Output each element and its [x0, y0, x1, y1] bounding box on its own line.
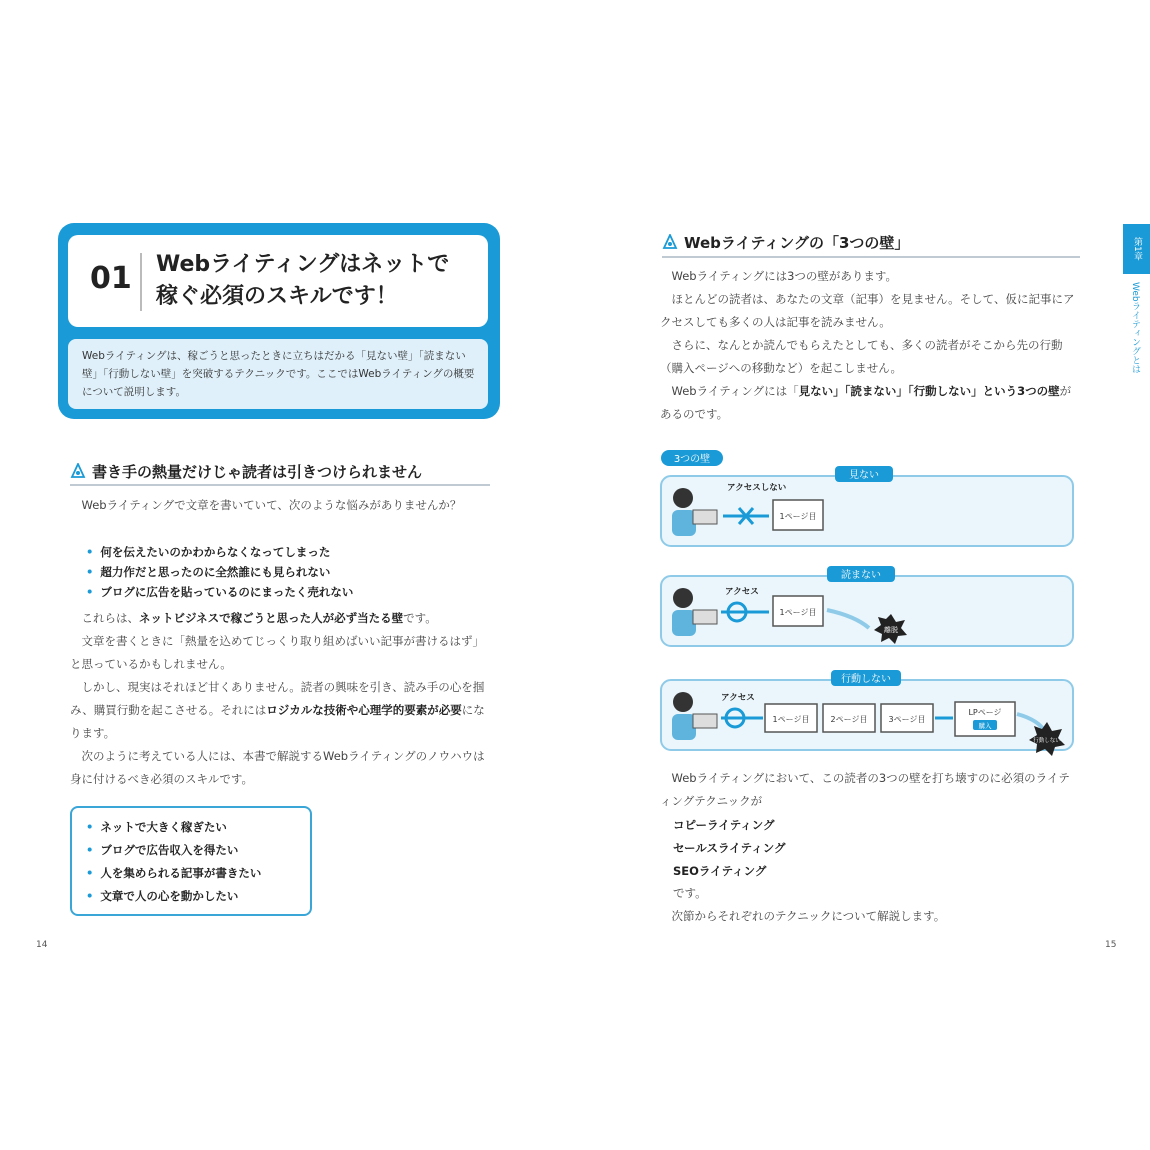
- goal-item: • ネットで大きく稼ぎたい: [86, 816, 310, 839]
- goal-item: • 文章で人の心を動かしたい: [86, 885, 310, 908]
- right-paragraph-6: です。: [673, 886, 707, 900]
- right-paragraph-5: Webライティングにおいて、この読者の3つの壁を打ち壊すのに必須のライティングテクニックが: [660, 771, 1070, 808]
- right-paragraph-4: [660, 380, 1080, 426]
- row1-panel: [661, 476, 1073, 546]
- goals-list: [72, 808, 310, 908]
- chapter-title-card: [68, 235, 488, 327]
- goal-item: • ブログで広告収入を得たい: [86, 839, 310, 862]
- section-heading-text: Webライティングの「3つの壁」: [684, 234, 910, 252]
- intro-paragraph: Webライティングで文章を書いていて、次のような悩みがありませんか？: [81, 498, 462, 512]
- diagram-label: 3つの壁: [673, 454, 711, 465]
- row2-result-label: 離脱: [884, 626, 898, 634]
- worry-list: [86, 542, 353, 602]
- row2-access-label: アクセス: [725, 587, 759, 597]
- section-underline: [662, 256, 1080, 258]
- section-underline: [70, 484, 490, 486]
- lp-page-label: LPページ: [968, 708, 1002, 717]
- p4-suffix: があるのです。: [660, 384, 1072, 421]
- right-page: [575, 0, 1150, 1150]
- lp-buy-label: 購入: [978, 722, 992, 730]
- right-paragraph-1: Webライティングには3つの壁があります。: [671, 269, 897, 283]
- right-paragraph-2: ほとんどの読者は、あなたの文章（記事）を見ません。そして、仮に記事にアクセスしても多くの人は記事を読みません。: [660, 292, 1075, 329]
- row1-tag: 見ない: [849, 470, 879, 481]
- body-paragraph-4: 次のように考えている人には、本書で解説するWebライティングのノウハウは身に付けるべき必須のスキルです。: [70, 749, 485, 786]
- goals-box: [70, 806, 312, 916]
- right-paragraph-3: さらに、なんとか読んでもらえたとしても、多くの読者がそこから先の行動（購入ページへの移動など）を起こしません。: [660, 338, 1063, 375]
- technique-item: SEOライティング: [673, 864, 767, 878]
- p1-prefix: これらは、: [81, 611, 139, 625]
- three-walls-diagram: [655, 448, 1085, 768]
- lamp-icon: [662, 234, 678, 250]
- chapter-title-line2: 稼ぐ必須のスキルです！: [156, 284, 398, 309]
- technique-item: コピーライティング: [673, 818, 775, 832]
- body-paragraph-2: 文章を書くときに「熱量を込めてじっくり取り組めばいい記事が書けるはず」と思っているかもしれません。: [70, 634, 484, 671]
- chapter-title: [156, 249, 449, 313]
- chapter-lead-card: [68, 339, 488, 409]
- p4-bold: 見ない」「読まない」「行動しない」という3つの壁: [798, 384, 1060, 398]
- chapter-header-box: [58, 223, 500, 419]
- body-paragraph-3: [70, 676, 490, 745]
- row2-tag: 読まない: [841, 570, 881, 581]
- section-heading-text: 書き手の熱量だけじゃ読者は引きつけられません: [92, 463, 423, 481]
- p1-suffix: です。: [403, 611, 437, 625]
- section-heading: [70, 461, 422, 482]
- row3-page1-label: 1ページ目: [772, 715, 810, 724]
- body-paragraph-1: [70, 607, 490, 630]
- lamp-icon: [70, 463, 86, 479]
- p1-bold: ネットビジネスで稼ごうと思った人が必ず当たる壁: [139, 611, 404, 625]
- chapter-lead: Webライティングは、稼ごうと思ったときに立ちはだかる「見ない壁」「読まない壁」「行動しない壁」を突破するテクニックです。ここではWebライティングの概要について説明します。: [82, 350, 475, 398]
- row3-page3-label: 3ページ目: [888, 715, 926, 724]
- technique-item: セールスライティング: [673, 841, 786, 855]
- chapter-number: 01: [90, 261, 132, 296]
- right-paragraph-7: 次節からそれぞれのテクニックについて解説します。: [671, 909, 946, 923]
- p3-prefix: しかし、現実はそれほど甘くありません。読者の興味を引き、読み手の心を掴み、購買行動を起こさせる。それには: [70, 680, 485, 717]
- row3-tag: 行動しない: [841, 674, 891, 685]
- row3-page2-label: 2ページ目: [830, 715, 868, 724]
- row2-page-label: 1ページ目: [779, 608, 817, 617]
- chapter-side-tab: 第1章: [1123, 224, 1150, 274]
- row1-page-label: 1ページ目: [779, 512, 817, 521]
- row3-access-label: アクセス: [721, 693, 755, 703]
- row1-access-label: アクセスしない: [727, 483, 787, 493]
- worry-item: • 超力作だと思ったのに全然誰にも見られない: [86, 562, 353, 582]
- technique-list: [673, 814, 785, 883]
- chapter-title-line1: Webライティングはネットで: [156, 252, 450, 277]
- chapter-divider: [140, 253, 142, 311]
- worry-item: • ブログに広告を貼っているのにまったく売れない: [86, 582, 353, 602]
- worry-item: • 何を伝えたいのかわからなくなってしまった: [86, 542, 353, 562]
- chapter-side-text: Webライティングとは: [1130, 282, 1140, 374]
- section-heading: [662, 232, 909, 253]
- page-number: 15: [1105, 940, 1117, 950]
- page-number: 14: [36, 940, 48, 950]
- p3-bold: ロジカルな技術や心理学的要素が必要: [266, 703, 462, 717]
- p4-prefix: Webライティングには「: [671, 384, 799, 398]
- p3-suffix: になります。: [70, 703, 485, 740]
- goal-item: • 人を集められる記事が書きたい: [86, 862, 310, 885]
- row3-result-label: 行動しない: [1033, 738, 1061, 744]
